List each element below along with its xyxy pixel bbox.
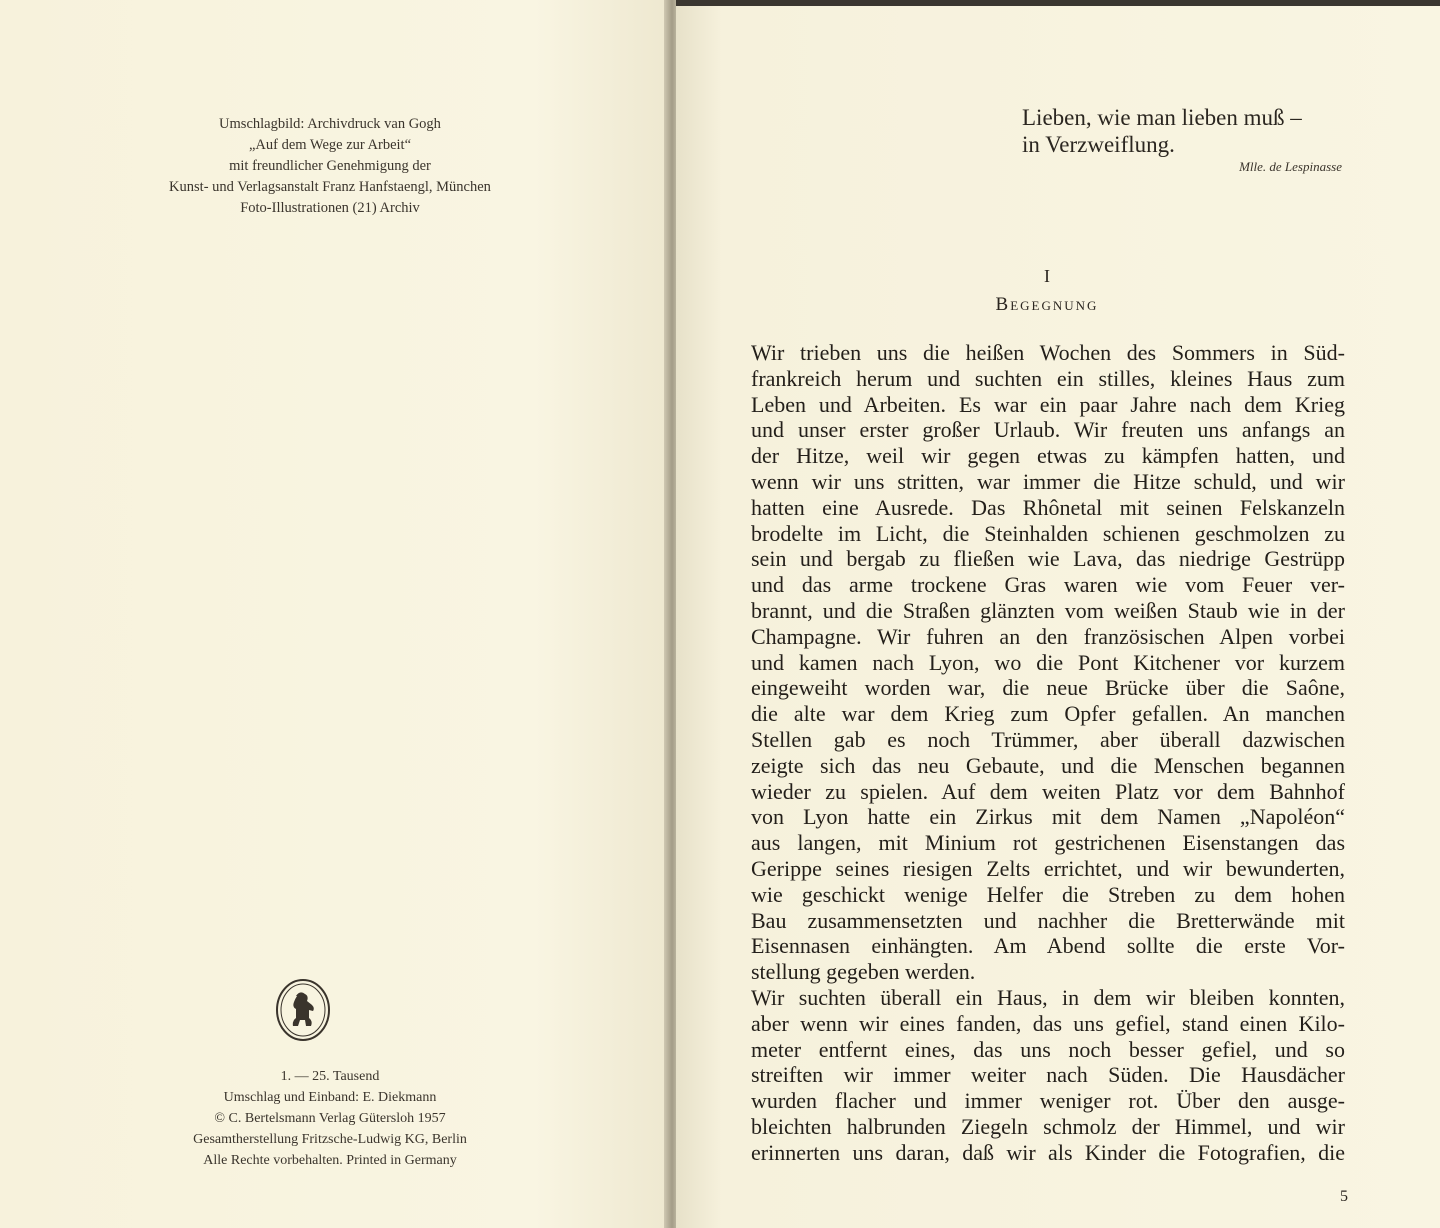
body-line: eingeweiht worden war, die neue Brücke über die Saône, [751, 675, 1345, 701]
chapter-number: I [1044, 266, 1050, 286]
body-line: sein und bergab zu fließen wie Lava, das niedrige Gestrüpp [751, 546, 1345, 572]
body-line: Wir suchten überall ein Haus, in dem wir bleiben konnten, [751, 984, 1345, 1010]
chapter-title: Begegnung [995, 294, 1099, 315]
body-line: von Lyon hatte ein Zirkus mit dem Namen „Napoléon“ [751, 804, 1345, 830]
body-line: brannt, und die Straßen glänzten vom weißen Staub wie in der [751, 597, 1345, 623]
imprint-top-line: „Auf dem Wege zur Arbeit“ [248, 137, 412, 153]
body-line: aber wenn wir eines fanden, das uns gefiel, stand einen Kilo- [751, 1010, 1345, 1036]
body-line: streiften wir immer weiter nach Süden. Die Hausdächer [751, 1062, 1345, 1088]
imprint-bottom-line: 1. — 25. Tausend [280, 1069, 380, 1084]
body-line: wieder zu spielen. Auf dem weiten Platz vor dem Bahnhof [751, 778, 1345, 804]
body-line: wenn wir uns stritten, war immer die Hitze schuld, und wir [751, 468, 1345, 494]
body-line: Stellen gab es noch Trümmer, aber überall dazwischen [751, 726, 1345, 752]
motto-line: in Verzweiflung. [1022, 132, 1175, 157]
body-line: und das arme trockene Gras waren wie vom Feuer ver- [751, 572, 1345, 598]
imprint-top [120, 114, 540, 219]
body-line: frankreich herum und suchten ein stilles, kleines Haus zum [751, 365, 1345, 391]
imprint-bottom-line: Gesamtherstellung Fritzsche-Ludwig KG, Berlin [193, 1132, 467, 1147]
body-line: Eisennasen einhängten. Am Abend sollte die erste Vor- [751, 933, 1345, 959]
imprint-top-line: Kunst- und Verlagsanstalt Franz Hanfstaengl, München [169, 179, 491, 195]
body-line: brodelte im Licht, die Steinhalden schienen geschmolzen zu [751, 520, 1345, 546]
chapter-body-text [751, 340, 1345, 1166]
body-line: zeigte sich das neu Gebaute, und die Menschen begannen [751, 752, 1345, 778]
imprint-bottom-line: Alle Rechte vorbehalten. Printed in Germany [203, 1153, 457, 1168]
publisher-bear-emblem-icon [274, 978, 332, 1042]
body-line: Bau zusammensetzten und nachher die Bretterwände mit [751, 907, 1345, 933]
body-line: bleichten halbrunden Ziegeln schmolz der Himmel, und wir [751, 1113, 1345, 1139]
motto-line: Lieben, wie man lieben muß – [1022, 105, 1302, 130]
body-line: Wir trieben uns die heißen Wochen des Sommers in Süd- [751, 340, 1345, 365]
imprint-top-line: Umschlagbild: Archivdruck van Gogh [219, 116, 441, 132]
body-line: wie geschickt wenige Helfer die Streben zu dem hohen [751, 881, 1345, 907]
imprint-top-line: Foto-Illustrationen (21) Archiv [240, 200, 420, 216]
motto-author: Mlle. de Lespinasse [1239, 159, 1342, 174]
body-line: Champagne. Wir fuhren an den französischen Alpen vorbei [751, 623, 1345, 649]
body-line: aus langen, mit Minium rot gestrichenen Eisenstangen das [751, 830, 1345, 856]
imprint-top-line: mit freundlicher Genehmigung der [229, 158, 431, 174]
left-page [0, 0, 668, 1228]
body-line: erinnerten uns daran, daß wir als Kinder die Fotografien, die [751, 1139, 1345, 1165]
body-line: wurden flacher und immer weniger rot. Über den ausge- [751, 1088, 1345, 1114]
motto [1022, 104, 1352, 158]
page-top-edge [676, 0, 1440, 6]
page-number: 5 [1340, 1188, 1348, 1205]
body-line: meter entfernt eines, das uns noch besser gefiel, und so [751, 1036, 1345, 1062]
body-line: der Hitze, weil wir gegen etwas zu kämpfen hatten, und [751, 443, 1345, 469]
body-line: hatten eine Ausrede. Das Rhônetal mit seinen Felskanzeln [751, 494, 1345, 520]
body-line: und kamen nach Lyon, wo die Pont Kitchener vor kurzem [751, 649, 1345, 675]
imprint-bottom [120, 1066, 540, 1171]
imprint-bottom-line: Umschlag und Einband: E. Diekmann [223, 1090, 437, 1105]
imprint-bottom-line: © C. Bertelsmann Verlag Gütersloh 1957 [214, 1111, 446, 1126]
body-line: Gerippe seines riesigen Zelts errichtet, und wir bewunderten, [751, 855, 1345, 881]
body-line: stellung gegeben werden. [751, 959, 976, 985]
body-line: die alte war dem Krieg zum Opfer gefallen. An manchen [751, 701, 1345, 727]
body-line: Leben und Arbeiten. Es war ein paar Jahre nach dem Krieg [751, 391, 1345, 417]
body-line: und unser erster großer Urlaub. Wir freuten uns anfangs an [751, 417, 1345, 443]
